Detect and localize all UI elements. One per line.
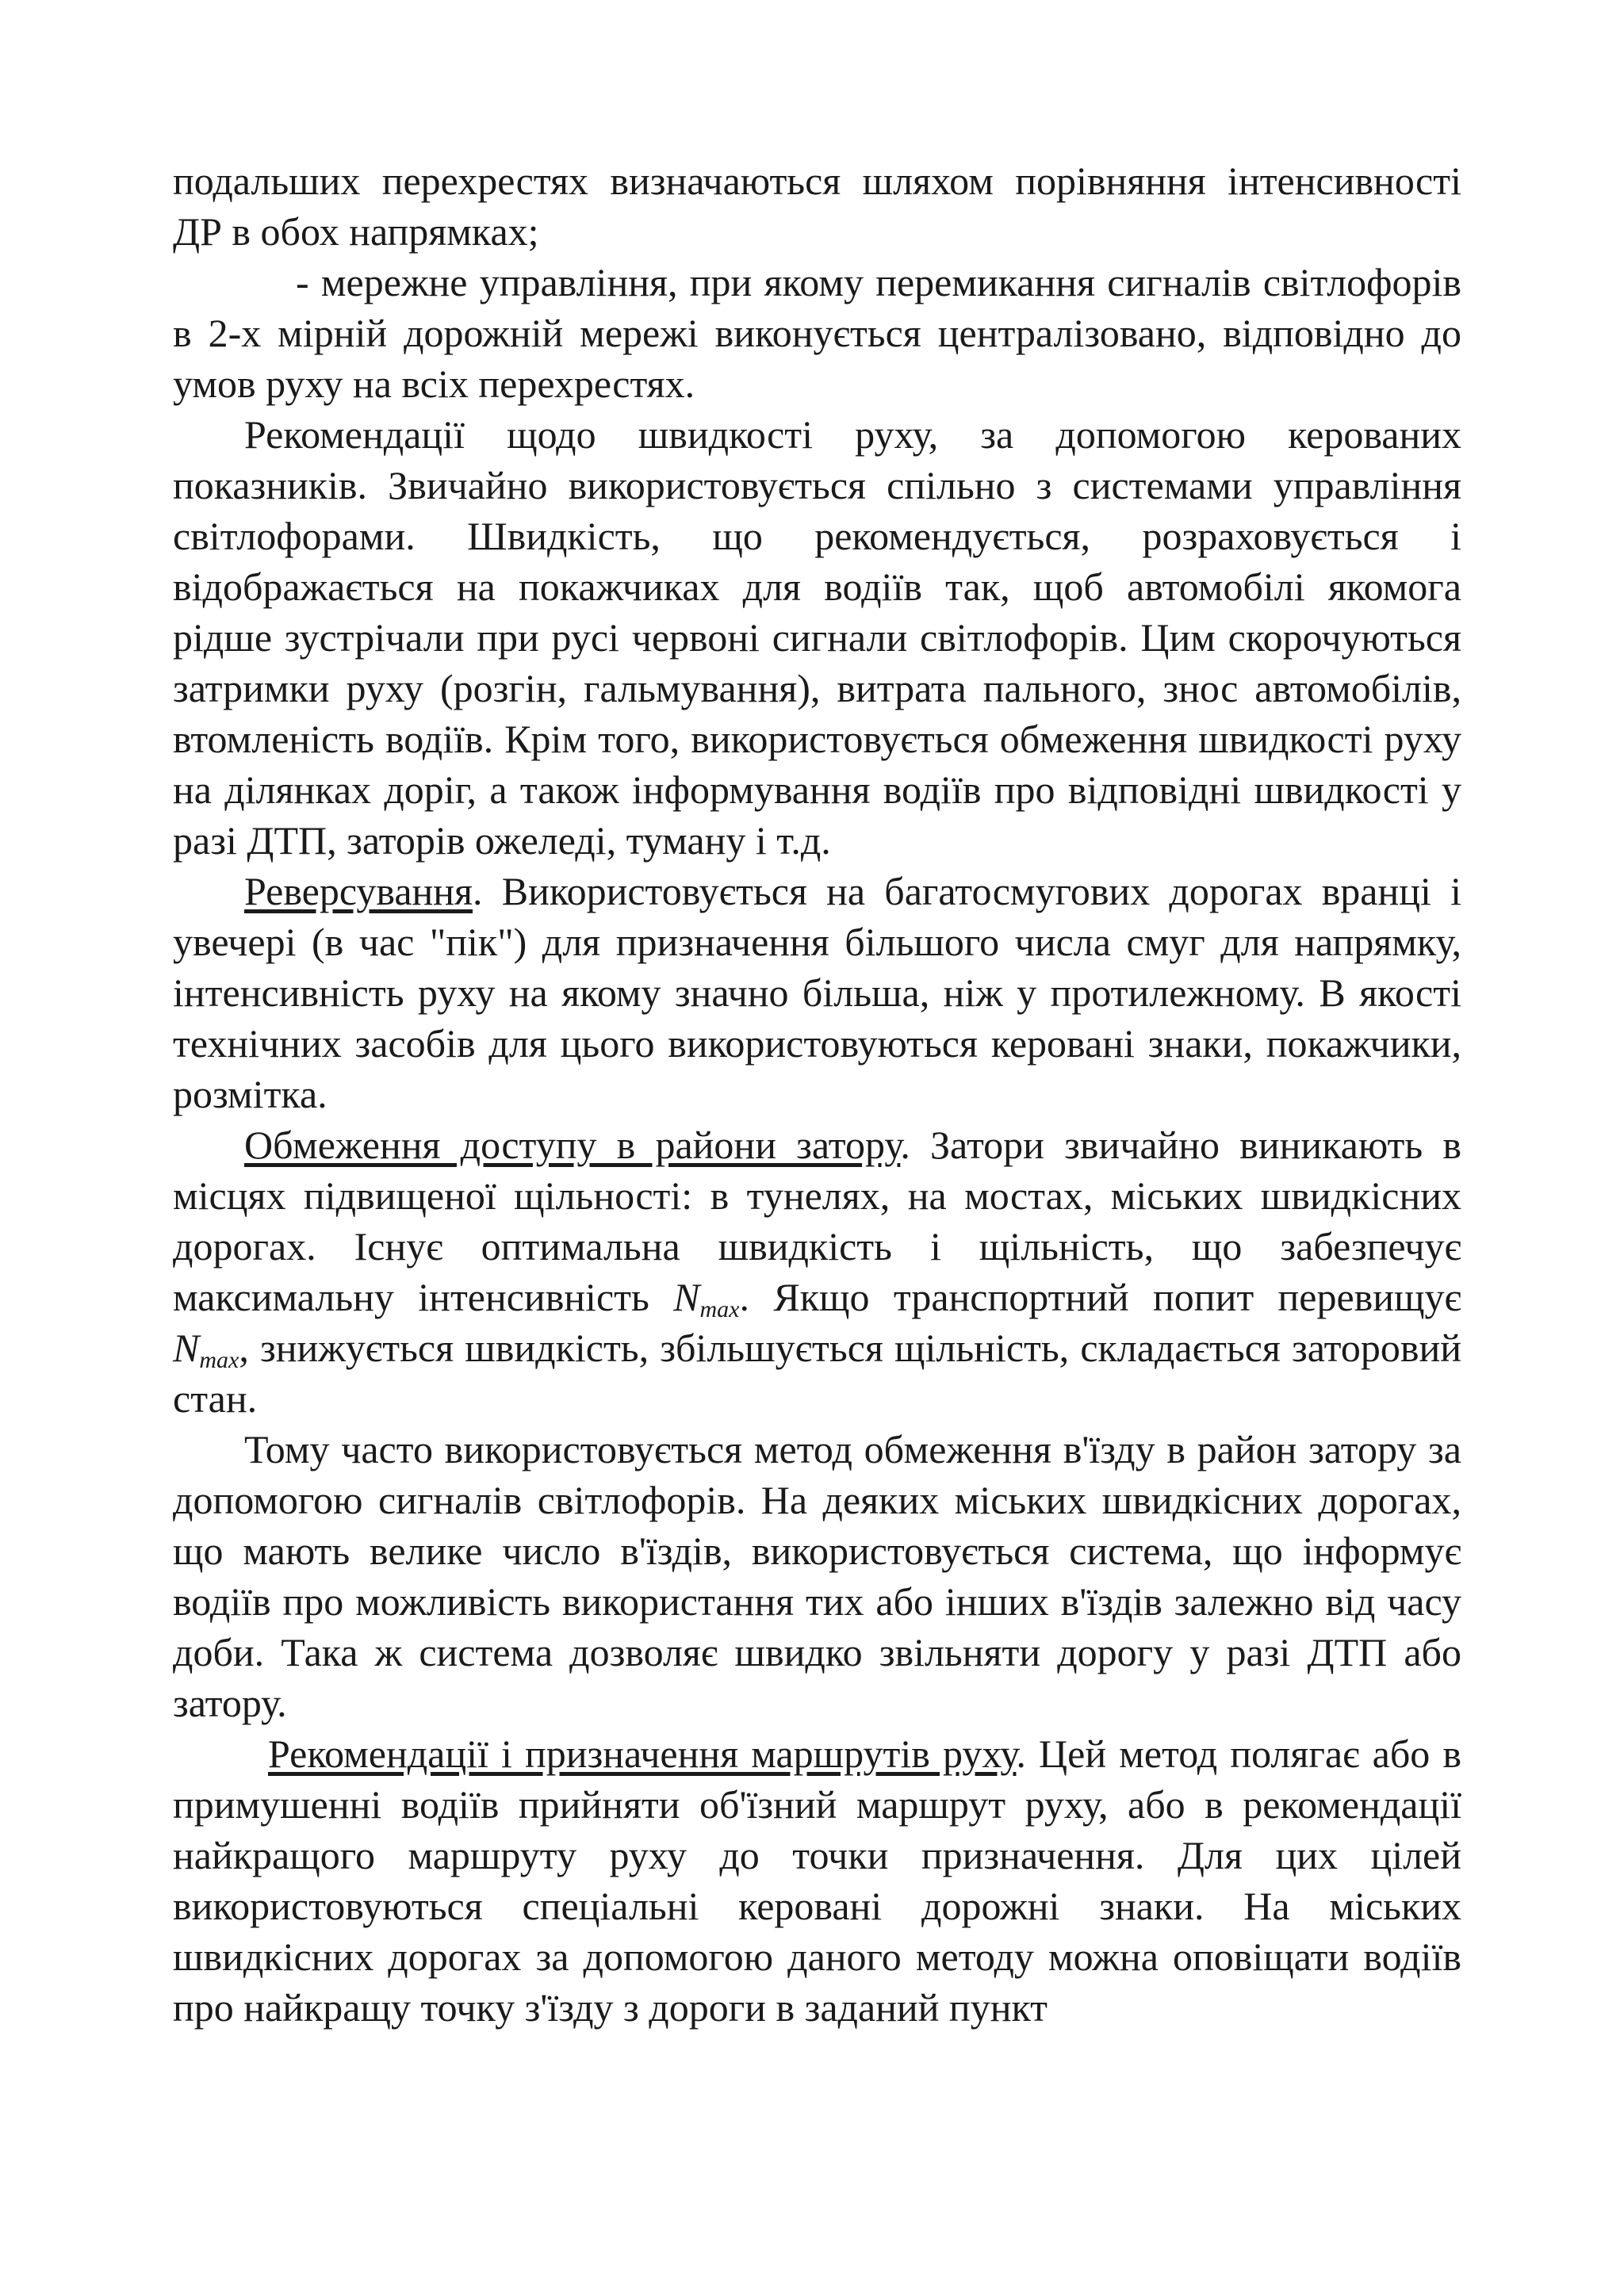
- paragraph-network-control: - мережне управління, при якому перемикання сигналів світлофорів в 2-х мірній дорожній мережі виконується централізовано, відповідно до умов руху на всіх перехрестях.: [173, 260, 1461, 406]
- document-body: [173, 155, 1461, 2033]
- paragraph-access-restriction: [173, 1119, 1461, 1424]
- paragraph-entry-limitation: Тому часто використовується метод обмеження в'їзду в район затору за допомогою сигналів світлофорів. На деяких міських швидкісних дорогах, що мають велике число в'їздів, використовується система, що інформує водіїв про можливість використання тих або інших в'їздів залежно від часу доби. Така ж система дозволяє швидко звільняти дорогу у разі ДТП або затору.: [173, 1427, 1461, 1725]
- heading-access-restriction: Обмеження доступу в райони затору: [244, 1123, 901, 1167]
- access-restriction-text-b: . Якщо транспортний попит перевищує: [739, 1275, 1461, 1319]
- heading-reversing: Реверсування: [244, 869, 473, 913]
- access-restriction-text-a: . Затори звичайно виникають в місцях підвищеної щільності: в тунелях, на мостах, міських швидкісних дорогах. Існує оптимальна швидкість і щільність, що забезпечує максимальну інтенсивність: [173, 1123, 1461, 1319]
- variable-nmax: $N_{max}$: [173, 1326, 239, 1373]
- access-restriction-text-c: , знижується швидкість, збільшується щільність, складається заторовий стан.: [173, 1326, 1461, 1421]
- paragraph-continuation: подальших перехрестях визначаються шляхом порівняння інтенсивності ДР в обох напрямках;: [173, 159, 1461, 254]
- heading-route-recommendations: Рекомендації і призначення маршрутів руху: [268, 1732, 1017, 1776]
- paragraph-route-text: . Цей метод полягає або в примушенні водіїв прийняти об'їзний маршрут руху, або в рекомендації найкращого маршруту руху до точки призначення. Для цих цілей використовуються спеціальні керовані дорожні знаки. На міських швидкісних дорогах за допомогою даного методу можна оповіщати водіїв про найкращу точку з'їзду з дороги в заданий пункт: [173, 1732, 1461, 2030]
- paragraph-reversing: [173, 866, 1461, 1119]
- variable-nmax: $N_{max}$: [673, 1275, 740, 1322]
- paragraph-reversing-text: . Використовується на багатосмугових дорогах вранці і увечері (в час "пік") для призначення більшого числа смуг для напрямку, інтенсивність руху на якому значно більша, ніж у протилежному. В якості технічних засобів для цього використовуються керовані знаки, покажчики, розмітка.: [173, 869, 1461, 1116]
- paragraph-route-recommendations: [173, 1728, 1461, 2033]
- paragraph-speed-recommendations: Рекомендації щодо швидкості руху, за допомогою керованих показників. Звичайно використовується спільно з системами управління світлофорами. Швидкість, що рекомендується, розраховується і відображається на покажчиках для водіїв так, щоб автомобілі якомога рідше зустрічали при русі червоні сигнали світлофорів. Цим скорочуються затримки руху (розгін, гальмування), витрата пального, знос автомобілів, втомленість водіїв. Крім того, використовується обмеження швидкості руху на ділянках доріг, а також інформування водіїв про відповідні швидкості у разі ДТП, заторів ожеледі, туману і т.д.: [173, 412, 1461, 863]
